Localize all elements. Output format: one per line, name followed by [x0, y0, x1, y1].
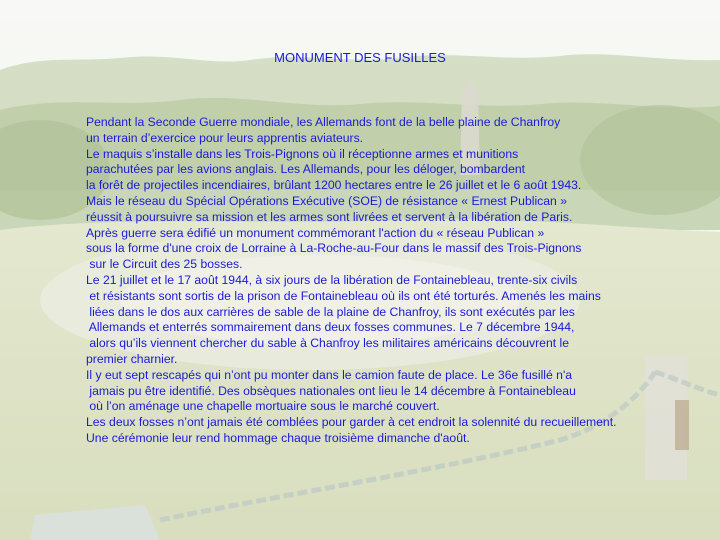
- slide-body: [86, 115, 686, 447]
- body-line: la forêt de projectiles incendiaires, brûlant 1200 hectares entre le 26 juillet et le 6 août 1943.: [86, 178, 582, 193]
- body-line: liées dans le dos aux carrières de sable de la plaine de Chanfroy, ils sont exécutés par les: [86, 304, 575, 319]
- body-line: Pendant la Seconde Guerre mondiale, les Allemands font de la belle plaine de Chanfroy: [86, 115, 561, 129]
- body-line: Le 21 juillet et le 17 août 1944, à six jours de la libération de Fontainebleau, trente-six civils: [86, 272, 578, 287]
- body-line: Allemands et enterrés sommairement dans deux fosses communes. Le 7 décembre 1944,: [86, 320, 575, 335]
- body-line: Mais le réseau du Spécial Opérations Exécutive (SOE) de résistance « Ernest Publican »: [86, 193, 567, 208]
- body-line: parachutées par les avions anglais. Les Allemands, pour les déloger, bombardent: [86, 162, 526, 177]
- body-line: un terrain d’exercice pour leurs apprentis aviateurs.: [86, 130, 364, 145]
- body-line: jamais pu être identifié. Des obsèques nationales ont lieu le 14 décembre à Fontainebleau: [86, 383, 576, 398]
- body-line: premier charnier.: [86, 351, 178, 366]
- body-line: Les deux fosses n’ont jamais été comblées pour garder à cet endroit la solennité du recueillement.: [86, 415, 617, 430]
- body-line: Il y eut sept rescapés qui n’ont pu monter dans le camion faute de place. Le 36e fusillé n'a: [86, 367, 573, 382]
- body-line: Le maquis s’installe dans les Trois-Pignons où il réceptionne armes et munitions: [86, 146, 519, 161]
- body-line: Après guerre sera édifié un monument commémorant l'action du « réseau Publican »: [86, 225, 545, 240]
- slide-title: MONUMENT DES FUSILLES: [274, 50, 446, 65]
- body-line: réussit à poursuivre sa mission et les armes sont livrées et servent à la libération de Paris.: [86, 209, 573, 224]
- body-line: sur le Circuit des 25 bosses.: [86, 257, 243, 272]
- body-line: où l’on aménage une chapelle mortuaire sous le marché couvert.: [86, 399, 440, 414]
- body-line: et résistants sont sortis de la prison de Fontainebleau où ils ont été torturés. Amenés les mains: [86, 288, 601, 303]
- body-line: alors qu’ils viennent chercher du sable à Chanfroy les militaires américains découvrent le: [86, 336, 569, 351]
- body-line: sous la forme d'une croix de Lorraine à La-Roche-au-Four dans le massif des Trois-Pignons: [86, 241, 582, 256]
- body-line: Une cérémonie leur rend hommage chaque troisième dimanche d'août.: [86, 430, 470, 445]
